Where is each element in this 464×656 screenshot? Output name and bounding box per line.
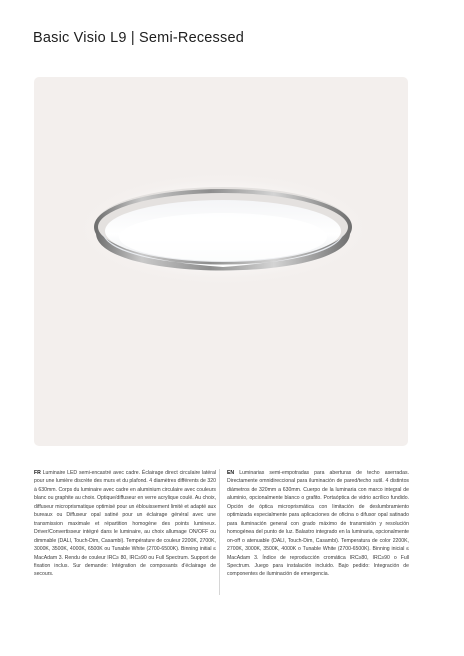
description-en [227, 469, 409, 579]
language-code-en: EN [227, 470, 235, 476]
diffuser-highlight [119, 213, 327, 261]
language-code-fr: FR [34, 470, 41, 476]
page-title: Basic Visio L9 | Semi-Recessed [33, 30, 244, 46]
column-divider [219, 469, 220, 595]
description-fr-text: Luminaire LED semi-encastré avec cadre. Éclairage direct circulaire latéral pour une lumière discrète des murs et du plafond. 4 diamètres différents de 320 à 630mm. Corps du luminaire avec cadre en aluminium circulaire avec couleurs blanc ou graphite au choix. Optique/diffuseur en verre acrylique coulé. Au choix, diffuseur microprismatique optimisé pour un éblouissement limité et adapté aux bureaux ou Diffuseur opal satiné pour un éclairage général avec une transmission maximale et répartition homogène des points lumineux. Driver/Convertisseur intégré dans le luminaire, au choix allumage ON/OFF ou dimmable (DALI, Touch-Dim, Casambi). Température de couleur 2200K, 2700K, 3000K, 3500K, 4000K, 6500K ou Tunable White (2700-6500K). Binning initial ≤ MacAdam 3. Rendu de couleur IRC≥ 80, IRC≥90 ou Full Spectrum. Support de fixation inclus. Sur demande: Intégration de composants d'éclairage de secours. [34, 470, 216, 578]
product-photo [34, 77, 408, 446]
description-en-text: Luminarias semi-empotradas para aberturas de techo aserradas. Directamente omnidireccional para iluminación de pared/techo sutil. 4 distintos diámetros de 320mm a 630mm. Cuerpo de la luminaria con marco integral de aluminio, opcionalmente blanco o grafito. Portaóptica de vidrio acrílico fundido. Opción de óptica microprismática con limitación de deslumbramiento optimizada especialmente para aplicaciones de oficina o difusor opal satinado para iluminación general con grado máximo de transmisión y resolución homogénea del punto de luz. Balastro integrado en la luminaria, opcionalmente on-off o atenuable (DALI, Touch-Dim, Casambi). Temperatura de color 2200K, 2700K, 3000K, 3500K, 4000K o Tunable White (2700-6500K). Binning inicial ≤ MacAdam 3. Índice de reproducción cromática IRC≥80, IRC≥90 o Full Spectrum. Juego para instalación incluido. Bajo pedido: Integración de componentes de iluminación de emergencia. [227, 470, 409, 578]
ceiling-luminaire-photo-icon [34, 77, 408, 446]
description-fr [34, 469, 216, 579]
